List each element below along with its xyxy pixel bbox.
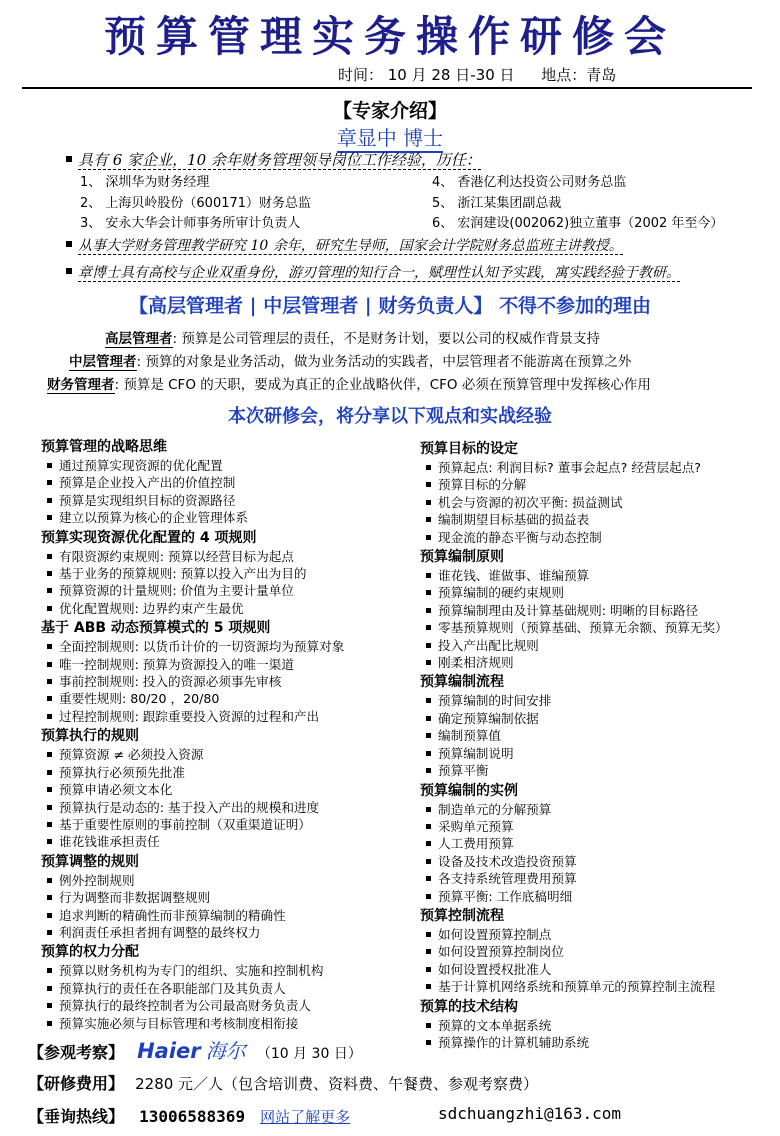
topic-heading: 预算的权力分配	[41, 944, 139, 961]
topic-item: 例外控制规则	[41, 872, 411, 889]
topic-heading: 预算编制的实例	[420, 782, 518, 799]
topic-heading: 预算编制流程	[420, 674, 504, 691]
topic-item: 制造单元的分解预算	[420, 801, 770, 818]
topic-item: 零基预算规则（预算基础、预算无余额、预算无奖）	[420, 619, 770, 636]
page-title: 预算管理实务操作研修会	[103, 12, 676, 61]
hotline-label: 【垂询热线】	[28, 1107, 125, 1126]
role-item: 4、 香港亿利达投资公司财务总监	[432, 175, 627, 190]
topic-item: 全面控制规则: 以货币计价的一切资源均为预算对象	[41, 638, 411, 655]
topic-heading: 预算执行的规则	[41, 728, 139, 745]
header-divider	[22, 87, 752, 89]
topic-item: 设备及技术改造投资预算	[420, 853, 770, 870]
topic-item: 采购单元预算	[420, 818, 770, 835]
topic-item: 预算编制说明	[420, 745, 770, 762]
topic-item: 预算资源 ≠ 必须投入资源	[41, 746, 411, 763]
right-topics-column	[420, 438, 770, 1051]
topic-item: 优化配置规则: 边界约束产生最优	[41, 600, 411, 617]
haier-logo-cn: 海尔	[205, 1039, 246, 1063]
expert-bullet-experience: 具有 6 家企业，10 余年财务管理领导岗位工作经验，历任：	[66, 149, 481, 170]
visit-row	[28, 1035, 362, 1064]
topic-item: 基于计算机网络系统和预算单元的预算控制主流程	[420, 978, 770, 995]
topic-item: 建立以预算为核心的企业管理体系	[41, 509, 411, 526]
topic-heading: 预算的技术结构	[420, 998, 518, 1015]
share-title: 本次研修会，将分享以下观点和实战经验	[228, 406, 552, 427]
role-item: 6、 宏润建设(002062)独立董事（2002 年至今）	[432, 216, 724, 231]
expert-heading: 【专家介绍】	[332, 100, 447, 122]
topic-heading: 预算控制流程	[420, 907, 504, 924]
topic-item: 预算申请必须文本化	[41, 781, 411, 798]
haier-logo: Haier	[137, 1039, 201, 1063]
topic-item: 预算编制的时间安排	[420, 692, 770, 709]
topic-item: 刚柔相济规则	[420, 654, 770, 671]
fee-label: 【研修费用】	[28, 1074, 125, 1093]
topic-item: 唯一控制规则: 预算为资源投入的唯一渠道	[41, 656, 411, 673]
topic-heading: 基于 ABB 动态预算模式的 5 项规则	[41, 620, 271, 637]
topic-heading: 预算编制原则	[420, 549, 504, 566]
topic-item: 行为调整而非数据调整规则	[41, 889, 411, 906]
hotline-row	[28, 1104, 350, 1127]
topic-item: 预算资源的计量规则: 价值为主要计量单位	[41, 582, 411, 599]
bullet-icon	[66, 268, 72, 274]
topic-item: 基于重要性原则的事前控制（双重渠道证明）	[41, 816, 411, 833]
topic-item: 重要性规则: 80/20 ，20/80	[41, 690, 411, 707]
topic-item: 预算目标的分解	[420, 476, 770, 493]
visit-date: （10 月 30 日）	[256, 1046, 362, 1062]
fee-text: 2280 元／人（包含培训费、资料费、午餐费、参观考察费）	[135, 1075, 539, 1093]
hotline-phone: 13006588369	[139, 1107, 246, 1126]
topic-item: 预算平衡	[420, 762, 770, 779]
topic-item: 通过预算实现资源的优化配置	[41, 457, 411, 474]
topic-item: 预算平衡: 工作底稿明细	[420, 888, 770, 905]
contact-email[interactable]: sdchuangzhi@163.com	[438, 1104, 622, 1123]
topic-item: 预算以财务机构为专门的组织、实施和控制机构	[41, 962, 411, 979]
topic-item: 谁花钱、谁做事、谁编预算	[420, 567, 770, 584]
topic-item: 预算实施必须与目标管理和考核制度相衔接	[41, 1015, 411, 1032]
visit-label: 【参观考察】	[28, 1043, 125, 1062]
topic-item: 预算是实现组织目标的资源路径	[41, 492, 411, 509]
manager-reason-finance: 财务管理者: 预算是 CFO 的天职，要成为真正的企业战略伙伴，CFO 必须在预算管理中发挥核心作用	[47, 377, 651, 393]
expert-name: 章显中 博士	[0, 122, 780, 151]
event-meta	[338, 64, 638, 85]
left-topics-column	[41, 436, 411, 1032]
topic-item: 如何设置预算控制点	[420, 926, 770, 943]
event-time: 时间： 10 月 28 日-30 日	[338, 66, 515, 84]
bullet-icon	[66, 156, 72, 162]
topic-item: 预算的文本单据系统	[420, 1017, 770, 1034]
topic-item: 预算执行是动态的: 基于投入产出的规模和进度	[41, 799, 411, 816]
topic-item: 预算执行的责任在各职能部门及其负责人	[41, 980, 411, 997]
manager-reason-middle: 中层管理者: 预算的对象是业务活动，做为业务活动的实践者，中层管理者不能游离在预算之外	[69, 354, 632, 370]
role-item: 2、 上海贝岭股份（600171）财务总监	[80, 196, 312, 211]
topic-heading: 预算实现资源优化配置的 4 项规则	[41, 529, 257, 546]
topic-item: 基于业务的预算规则: 预算以投入产出为目的	[41, 565, 411, 582]
topic-item: 编制期望目标基础的损益表	[420, 511, 770, 528]
topic-item: 预算起点: 利润目标? 董事会起点? 经营层起点?	[420, 459, 770, 476]
topic-item: 追求判断的精确性而非预算编制的精确性	[41, 907, 411, 924]
topic-item: 预算操作的计算机辅助系统	[420, 1034, 770, 1051]
event-place: 地点：青岛	[541, 66, 617, 84]
topic-item: 有限资源约束规则: 预算以经营目标为起点	[41, 548, 411, 565]
topic-item: 确定预算编制依据	[420, 710, 770, 727]
topic-item: 利润责任承担者拥有调整的最终权力	[41, 924, 411, 941]
topic-heading: 预算管理的战略思维	[41, 439, 167, 455]
topic-item: 现金流的静态平衡与动态控制	[420, 529, 770, 546]
topic-item: 预算编制的硬约束规则	[420, 584, 770, 601]
topic-item: 投入产出配比规则	[420, 637, 770, 654]
topic-item: 编制预算值	[420, 727, 770, 744]
topic-item: 过程控制规则: 跟踪重要投入资源的过程和产出	[41, 708, 411, 725]
bullet-icon	[66, 241, 72, 247]
topic-item: 如何设置授权批准人	[420, 961, 770, 978]
topic-heading: 预算目标的设定	[420, 441, 518, 457]
role-item: 3、 安永大华会计师事务所审计负责人	[80, 216, 301, 231]
topic-item: 各支持系统管理费用预算	[420, 870, 770, 887]
topic-item: 事前控制规则: 投入的资源必须事先审核	[41, 673, 411, 690]
audience-banner: 【高层管理者 | 中层管理者 | 财务负责人】 不得不参加的理由	[129, 295, 651, 317]
fee-row	[28, 1071, 538, 1094]
topic-item: 预算执行必须预先批准	[41, 764, 411, 781]
topic-item: 预算是企业投入产出的价值控制	[41, 474, 411, 491]
website-link[interactable]: 网站了解更多	[260, 1108, 351, 1126]
topic-item: 谁花钱谁承担责任	[41, 833, 411, 850]
topic-item: 预算编制理由及计算基础规则: 明晰的目标路径	[420, 602, 770, 619]
expert-bullet-dual: 章博士具有高校与企业双重身份，游刃管理的知行合一，赋理性认知予实践，寓实践经验于教研。	[66, 262, 680, 282]
manager-reason-senior: 高层管理者: 预算是公司管理层的责任，不是财务计划，要以公司的权威作背景支持	[105, 331, 600, 347]
topic-item: 机会与资源的初次平衡: 损益测试	[420, 494, 770, 511]
topic-heading: 预算调整的规则	[41, 853, 139, 870]
role-item: 1、 深圳华为财务经理	[80, 175, 210, 190]
topic-item: 预算执行的最终控制者为公司最高财务负责人	[41, 997, 411, 1014]
expert-bullet-teaching: 从事大学财务管理教学研究 10 余年，研究生导师，国家会计学院财务总监班主讲教授。	[66, 235, 623, 255]
topic-item: 人工费用预算	[420, 835, 770, 852]
role-item: 5、 浙江某集团副总裁	[432, 196, 562, 211]
topic-item: 如何设置预算控制岗位	[420, 943, 770, 960]
